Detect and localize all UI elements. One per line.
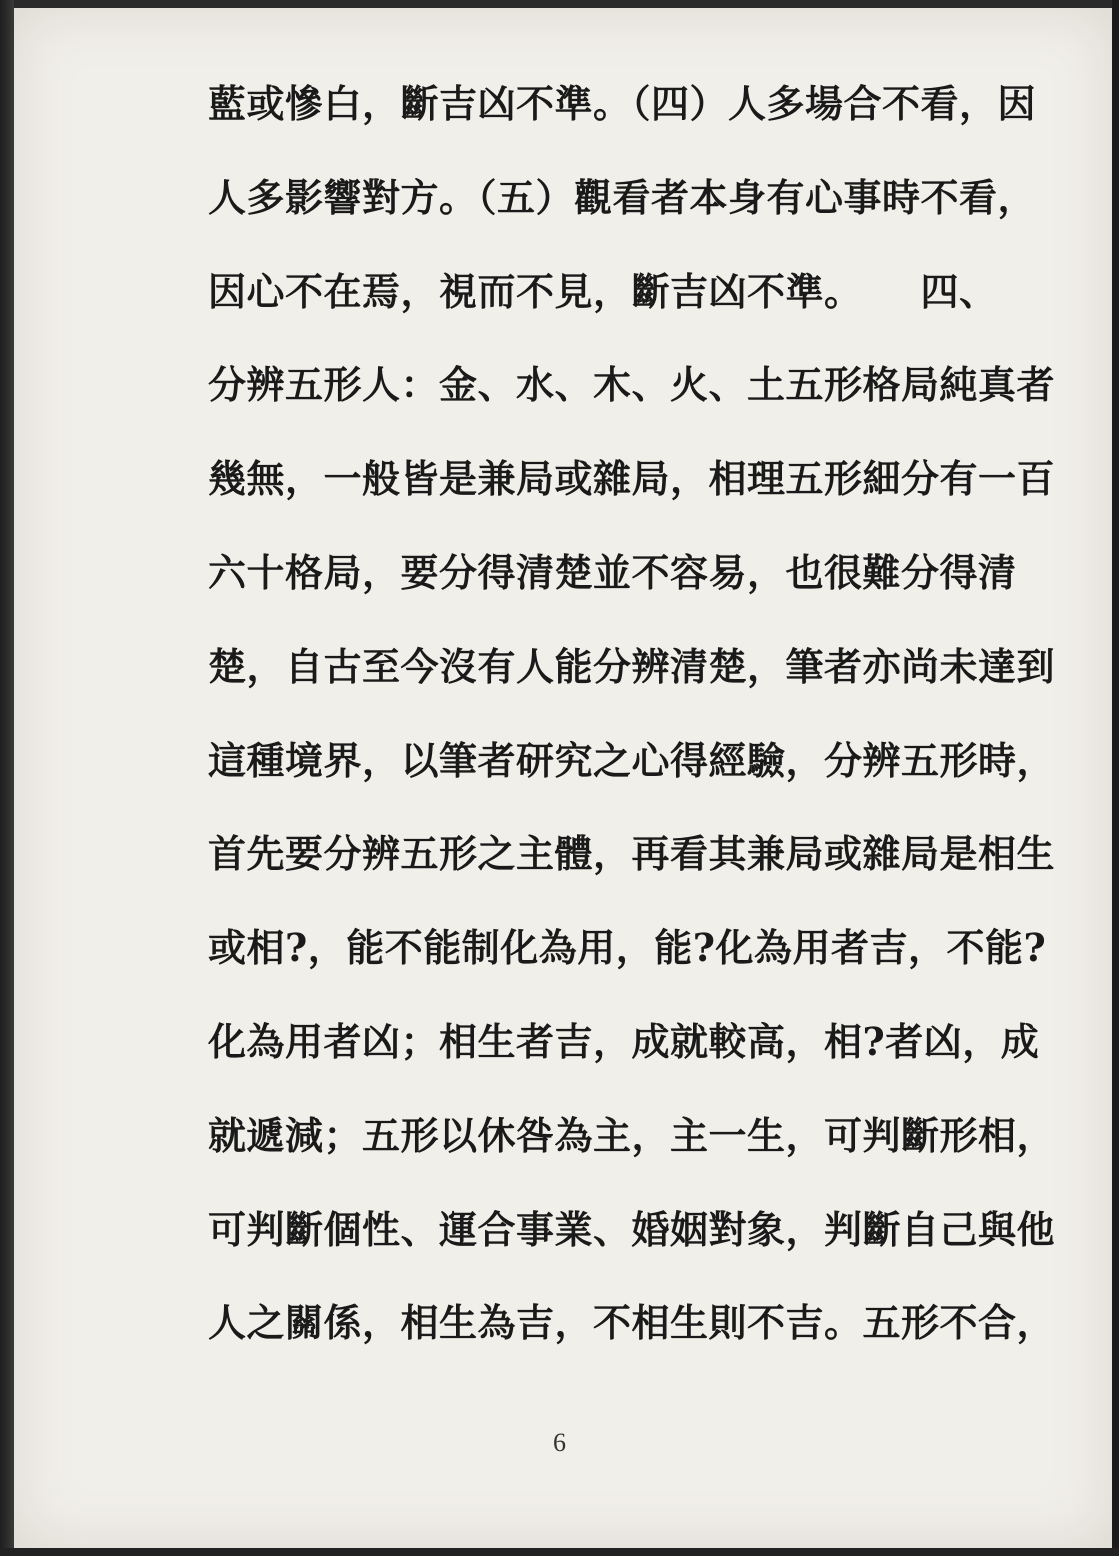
text-line: 因心不在焉，視而不見，斷吉凶不準。 四、 <box>208 268 998 314</box>
scan-border-left <box>0 0 14 1556</box>
text-line: 人多影響對方。（五）觀看者本身有心事時不看， <box>208 174 1037 220</box>
page-number: 6 <box>553 1428 566 1457</box>
text-line: 楚，自古至今沒有人能分辨清楚，筆者亦尚未達到 <box>208 643 1056 689</box>
text-line: 人之關係，相生為吉，不相生則不吉。五形不合， <box>208 1300 1056 1346</box>
text-line: 幾無，一般皆是兼局或雜局，相理五形細分有一百 <box>208 456 1056 502</box>
scan-border-right <box>1112 0 1119 1556</box>
scan-border-bottom <box>0 1548 1119 1556</box>
text-line: 這種境界，以筆者研究之心得經驗，分辨五形時， <box>208 737 1056 783</box>
text-line: 分辨五形人：金、水、木、火、土五形格局純真者 <box>208 362 1056 408</box>
body-text <box>208 74 1078 1387</box>
text-line: 藍或慘白，斷吉凶不準。（四）人多場合不看，因 <box>208 81 1037 126</box>
text-line: 或相?，能不能制化為用，能?化為用者吉，不能? <box>208 925 1047 971</box>
text-line: 化為用者凶；相生者吉，成就較高，相?者凶，成 <box>208 1018 1040 1064</box>
text-line: 首先要分辨五形之主體，再看其兼局或雜局是相生 <box>208 831 1056 877</box>
text-line: 就遞減；五形以休咎為主，主一生，可判斷形相， <box>208 1112 1056 1158</box>
text-line: 可判斷個性、運合事業、婚姻對象，判斷自己與他 <box>208 1206 1056 1252</box>
text-line: 六十格局，要分得清楚並不容易，也很難分得清 <box>208 549 1017 595</box>
